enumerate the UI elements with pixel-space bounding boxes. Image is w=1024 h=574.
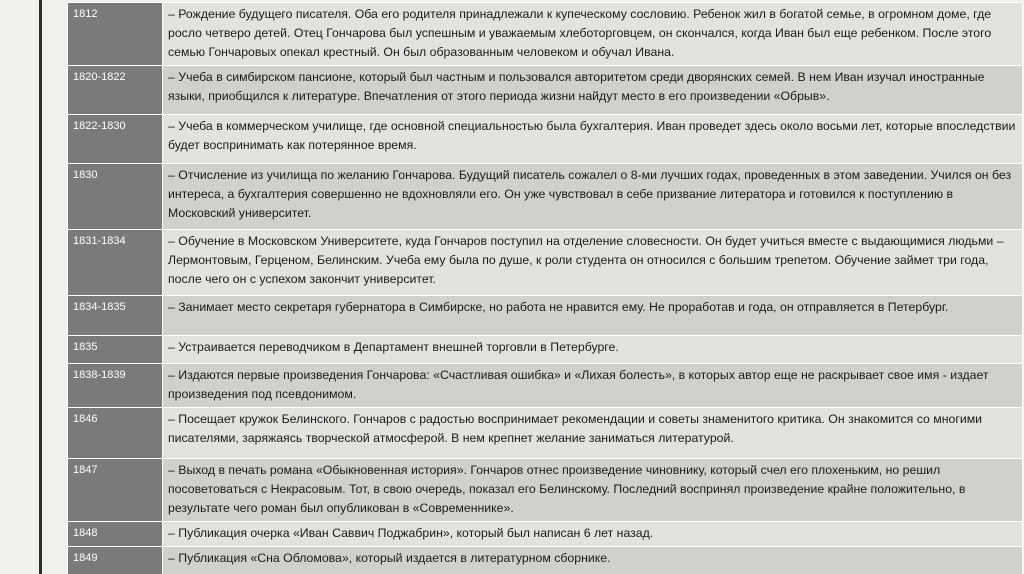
table-row: [68, 3, 1023, 66]
timeline-table: [67, 2, 1023, 574]
event-cell: – Занимает место секретаря губернатора в Симбирске, но работа не нравится ему. Не проработав и года, он отправляется в Петербург.: [163, 296, 1023, 336]
event-cell: – Учеба в коммерческом училище, где основной специальностью была бухгалтерия. Иван проведет здесь около восьми лет, которые впоследствии будет воспринимать как потерянное время.: [163, 115, 1023, 164]
table-row: [68, 115, 1023, 164]
year-cell: 1820-1822: [68, 66, 163, 115]
table-row: [68, 547, 1023, 574]
event-cell: – Посещает кружок Белинского. Гончаров с радостью воспринимает рекомендации и советы знаменитого критика. Он знакомится со многими писателями, заряжаясь творческой атмосферой. В нем крепнет желание заниматься литературой.: [163, 408, 1023, 459]
event-cell: – Публикация очерка «Иван Саввич Поджабрин», который был написан 6 лет назад.: [163, 522, 1023, 547]
table-row: [68, 66, 1023, 115]
event-cell: – Устраивается переводчиком в Департамент внешней торговли в Петербурге.: [163, 336, 1023, 364]
table-row: [68, 408, 1023, 459]
table-row: [68, 364, 1023, 408]
table-row: [68, 522, 1023, 547]
year-cell: 1835: [68, 336, 163, 364]
event-cell: – Публикация «Сна Обломова», который издается в литературном сборнике.: [163, 547, 1023, 574]
left-divider-line: [39, 0, 42, 574]
year-cell: 1846: [68, 408, 163, 459]
year-cell: 1847: [68, 459, 163, 522]
event-cell: – Рождение будущего писателя. Оба его родителя принадлежали к купеческому сословию. Ребенок жил в богатой семье, в огромном доме, где росло четверо детей. Отец Гончарова был успешным и уважаемым хлеботорговцем, он скончался, когда Иван был еще ребенком. После этого семью Гончаровых опекал крестный. Он был образованным человеком и обучал Ивана.: [163, 3, 1023, 66]
table-row: [68, 296, 1023, 336]
event-cell: – Выход в печать романа «Обыкновенная история». Гончаров отнес произведение чиновнику, который счел его плохеньким, но решил посоветоваться с Некрасовым. Тот, в свою очередь, показал его Белинскому. Последний воспринял произведение крайне положительно, в результате чего роман был опубликован в «Современнике».: [163, 459, 1023, 522]
event-cell: – Отчисление из училища по желанию Гончарова. Будущий писатель сожалел о 8-ми лучших годах, проведенных в этом заведении. Учился он без интереса, а бухгалтерия совершенно не вдохновляли его. Он уже чувствовал в себе призвание литератора и готовился к поступлению в Московский университет.: [163, 164, 1023, 230]
event-cell: – Обучение в Московском Университете, куда Гончаров поступил на отделение словесности. Он будет учиться вместе с выдающимися людьми – Лермонтовым, Герценом, Белинским. Учеба ему была по душе, к роли студента он относился с большим трепетом. Обучение займет три года, после чего он с успехом закончит университет.: [163, 230, 1023, 296]
event-cell: – Издаются первые произведения Гончарова: «Счастливая ошибка» и «Лихая болесть», в которых автор еще не раскрывает свое имя - издает произведения под псевдонимом.: [163, 364, 1023, 408]
table-row: [68, 459, 1023, 522]
event-cell: – Учеба в симбирском пансионе, который был частным и пользовался авторитетом среди дворянских семей. В нем Иван изучал иностранные языки, приобщился к литературе. Впечатления от этого периода жизни найдут место в его произведении «Обрыв».: [163, 66, 1023, 115]
year-cell: 1834-1835: [68, 296, 163, 336]
year-cell: 1838-1839: [68, 364, 163, 408]
left-margin: [0, 0, 40, 574]
year-cell: 1830: [68, 164, 163, 230]
year-cell: 1831-1834: [68, 230, 163, 296]
table-row: [68, 230, 1023, 296]
year-cell: 1849: [68, 547, 163, 574]
year-cell: 1812: [68, 3, 163, 66]
year-cell: 1822-1830: [68, 115, 163, 164]
year-cell: 1848: [68, 522, 163, 547]
table-row: [68, 336, 1023, 364]
table-row: [68, 164, 1023, 230]
